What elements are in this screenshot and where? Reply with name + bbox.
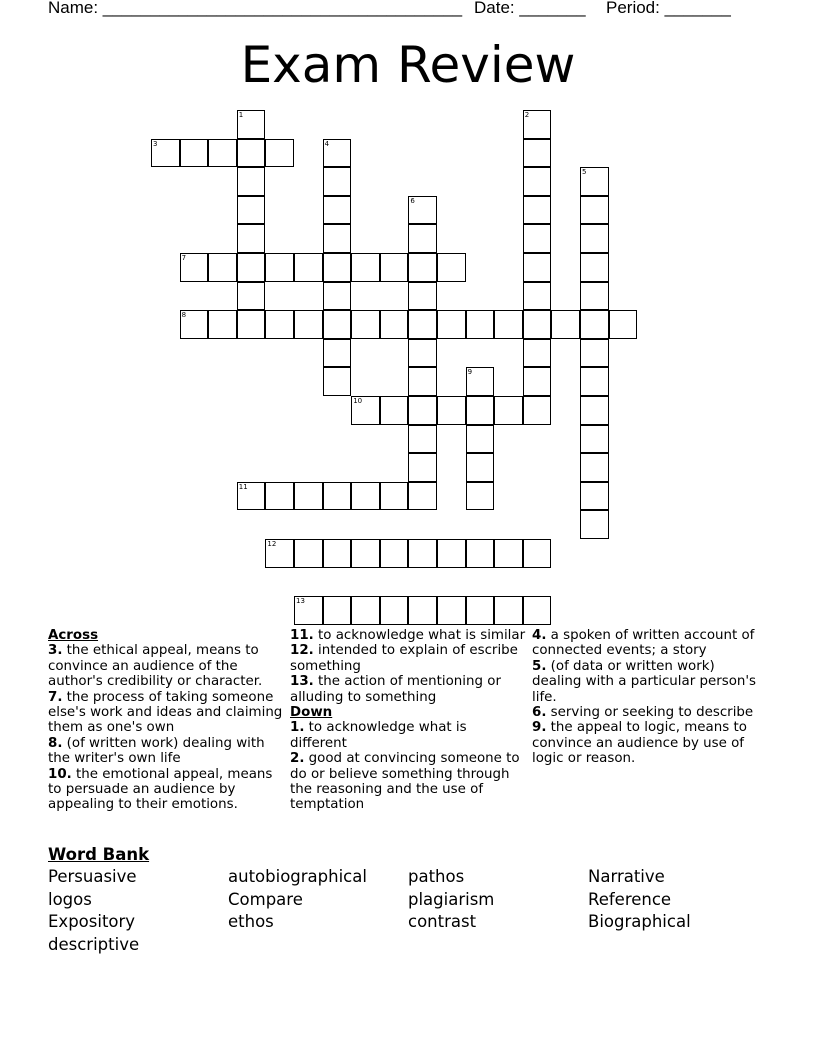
grid-cell[interactable]: [580, 253, 609, 282]
grid-cell[interactable]: [237, 110, 266, 139]
grid-cell[interactable]: [466, 482, 495, 511]
grid-cell[interactable]: [408, 453, 437, 482]
grid-cell[interactable]: [523, 310, 552, 339]
grid-cell[interactable]: [466, 396, 495, 425]
clue-across-12: 12. intended to explain of escribe something: [290, 643, 518, 674]
grid-cell[interactable]: [323, 253, 352, 282]
grid-cell[interactable]: [265, 539, 294, 568]
clue-down-5: 5. (of data or written work) dealing with a particular person's life.: [532, 658, 757, 705]
grid-cell[interactable]: [180, 310, 209, 339]
grid-cell[interactable]: [523, 596, 552, 625]
grid-cell[interactable]: [408, 224, 437, 253]
word-bank-item: logos: [48, 889, 92, 909]
grid-cell[interactable]: [237, 224, 266, 253]
grid-cell[interactable]: [437, 253, 466, 282]
grid-cell[interactable]: [466, 367, 495, 396]
grid-cell[interactable]: [237, 196, 266, 225]
word-bank-item: ethos: [228, 912, 274, 932]
grid-cell[interactable]: [523, 196, 552, 225]
clue-number: 3: [153, 139, 158, 148]
grid-cell[interactable]: [351, 596, 380, 625]
grid-cell[interactable]: [380, 539, 409, 568]
grid-cell[interactable]: [208, 253, 237, 282]
clue-across-11: 11. to acknowledge what is similar: [290, 628, 526, 643]
grid-cell[interactable]: [466, 425, 495, 454]
word-bank-item: Biographical: [588, 912, 691, 932]
name-line[interactable]: Name: ______________________________________: [48, 0, 463, 17]
clue-number: 12: [267, 540, 277, 548]
grid-cell[interactable]: [580, 224, 609, 253]
grid-cell[interactable]: [323, 367, 352, 396]
grid-cell[interactable]: [323, 310, 352, 339]
grid-cell[interactable]: [323, 596, 352, 625]
grid-cell[interactable]: [408, 253, 437, 282]
grid-cell[interactable]: [237, 310, 266, 339]
clue-number: 6: [410, 196, 415, 205]
down-heading: Down: [290, 705, 333, 721]
clue-column-2: [290, 628, 526, 813]
date-line[interactable]: Date: _______: [474, 0, 586, 17]
grid-cell[interactable]: [351, 253, 380, 282]
grid-cell[interactable]: [351, 539, 380, 568]
grid-cell[interactable]: [408, 596, 437, 625]
clue-number: 9: [467, 368, 473, 377]
grid-cell[interactable]: [265, 482, 294, 511]
grid-cell[interactable]: [494, 310, 523, 339]
word-bank-item: Expository: [48, 912, 136, 932]
word-bank-item: descriptive: [48, 934, 140, 954]
clue-number: 5: [582, 168, 587, 177]
grid-cell[interactable]: [609, 310, 638, 339]
clue-number: 4: [324, 139, 330, 148]
grid-cell[interactable]: [180, 139, 209, 168]
word-bank-item: Reference: [588, 889, 672, 909]
grid-cell[interactable]: [323, 196, 352, 225]
grid-cell[interactable]: [408, 282, 437, 311]
clue-down-2: 2. good at convincing someone to do or believe something through the reasoning and the use of temptation: [290, 751, 520, 813]
grid-cell[interactable]: [437, 310, 466, 339]
clue-down-1: 1. to acknowledge what is different: [290, 720, 467, 751]
grid-cell[interactable]: [523, 396, 552, 425]
grid-cell[interactable]: [351, 310, 380, 339]
word-bank-item: Narrative: [588, 867, 665, 886]
grid-cell[interactable]: [351, 396, 380, 425]
grid-cell[interactable]: [323, 539, 352, 568]
grid-cell[interactable]: [466, 596, 495, 625]
word-bank-item: Persuasive: [48, 867, 137, 886]
clue-down-9: 9. the appeal to logic, means to convince an audience by use of logic or reason.: [532, 720, 747, 767]
word-bank-item: contrast: [408, 912, 477, 932]
grid-cell[interactable]: [323, 139, 352, 168]
grid-cell[interactable]: [523, 110, 552, 139]
grid-cell[interactable]: [466, 310, 495, 339]
grid-cell[interactable]: [523, 253, 552, 282]
grid-cell[interactable]: [580, 196, 609, 225]
grid-cell[interactable]: [580, 367, 609, 396]
grid-cell[interactable]: [523, 339, 552, 368]
grid-cell[interactable]: [408, 367, 437, 396]
grid-cell[interactable]: [294, 310, 323, 339]
grid-cell[interactable]: [551, 310, 580, 339]
grid-cell[interactable]: [294, 253, 323, 282]
grid-cell[interactable]: [408, 425, 437, 454]
clue-number: 1: [238, 111, 244, 119]
clue-column-1: [48, 628, 284, 813]
grid-cell[interactable]: [523, 224, 552, 253]
clue-number: 11: [238, 482, 248, 491]
grid-cell[interactable]: [265, 310, 294, 339]
grid-cell[interactable]: [523, 167, 552, 196]
grid-cell[interactable]: [580, 282, 609, 311]
grid-cell[interactable]: [437, 396, 466, 425]
grid-cell[interactable]: [380, 596, 409, 625]
grid-cell[interactable]: [351, 482, 380, 511]
grid-cell[interactable]: [408, 396, 437, 425]
grid-cell[interactable]: [237, 167, 266, 196]
word-bank-item: pathos: [408, 867, 465, 886]
grid-cell[interactable]: [151, 139, 180, 168]
grid-cell[interactable]: [494, 396, 523, 425]
grid-cell[interactable]: [237, 482, 266, 511]
grid-cell[interactable]: [580, 167, 609, 196]
grid-cell[interactable]: [466, 453, 495, 482]
word-bank-title: Word Bank: [48, 845, 150, 864]
grid-cell[interactable]: [265, 139, 294, 168]
clue-across-7: 7. the process of taking someone else's work and ideas and claiming them as one's own: [48, 689, 283, 736]
word-bank-item: autobiographical: [228, 867, 367, 886]
grid-cell[interactable]: [408, 339, 437, 368]
grid-cell[interactable]: [237, 139, 266, 168]
grid-cell[interactable]: [380, 310, 409, 339]
grid-cell[interactable]: [408, 482, 437, 511]
grid-cell[interactable]: [208, 310, 237, 339]
grid-cell[interactable]: [580, 339, 609, 368]
clue-across-13: 13. the action of mentioning or alluding to something: [290, 674, 501, 705]
grid-cell[interactable]: [437, 539, 466, 568]
word-bank-item: plagiarism: [408, 889, 495, 909]
grid-cell[interactable]: [265, 253, 294, 282]
grid-cell[interactable]: [580, 396, 609, 425]
grid-cell[interactable]: [294, 482, 323, 511]
clue-down-6: 6. serving or seeking to describe: [532, 705, 754, 721]
grid-cell[interactable]: [208, 139, 237, 168]
grid-cell[interactable]: [437, 596, 466, 625]
grid-cell[interactable]: [523, 139, 552, 168]
clue-across-10: 10. the emotional appeal, means to persuade an audience by appealing to their emotions.: [48, 766, 273, 813]
grid-cell[interactable]: [380, 396, 409, 425]
grid-cell[interactable]: [580, 482, 609, 511]
grid-cell[interactable]: [408, 196, 437, 225]
grid-cell[interactable]: [580, 425, 609, 454]
word-bank-item: Compare: [228, 889, 303, 909]
across-heading: Across: [48, 628, 99, 643]
clue-down-4: 4. a spoken of written account of connected events; a story: [532, 628, 755, 659]
grid-cell[interactable]: [580, 453, 609, 482]
clue-column-3: [532, 628, 768, 767]
grid-cell[interactable]: [408, 539, 437, 568]
grid-cell[interactable]: [323, 482, 352, 511]
grid-cell[interactable]: [294, 539, 323, 568]
clue-across-3: 3. the ethical appeal, means to convince an audience of the author's credibility or character.: [48, 643, 263, 690]
grid-cell[interactable]: [323, 339, 352, 368]
grid-cell[interactable]: [580, 310, 609, 339]
grid-cell[interactable]: [323, 282, 352, 311]
clue-number: 7: [181, 254, 187, 262]
grid-cell[interactable]: [523, 539, 552, 568]
clue-number: 2: [524, 111, 530, 119]
clue-number: 8: [181, 311, 187, 320]
grid-cell[interactable]: [494, 539, 523, 568]
grid-cell[interactable]: [466, 539, 495, 568]
grid-cell[interactable]: [380, 482, 409, 511]
grid-cell[interactable]: [294, 596, 323, 625]
grid-cell[interactable]: [580, 510, 609, 539]
grid-cell[interactable]: [323, 167, 352, 196]
grid-cell[interactable]: [180, 253, 209, 282]
page-title: Exam Review: [240, 36, 576, 94]
grid-cell[interactable]: [408, 310, 437, 339]
grid-cell[interactable]: [494, 596, 523, 625]
clue-number: 10: [353, 397, 363, 405]
grid-cell[interactable]: [323, 224, 352, 253]
grid-cell[interactable]: [237, 282, 266, 311]
clue-number: 13: [296, 597, 305, 606]
grid-cell[interactable]: [523, 282, 552, 311]
period-line[interactable]: Period: _______: [606, 0, 731, 17]
grid-cell[interactable]: [523, 367, 552, 396]
clue-across-8: 8. (of written work) dealing with the writer's own life: [48, 735, 265, 767]
grid-cell[interactable]: [380, 253, 409, 282]
grid-cell[interactable]: [237, 253, 266, 282]
